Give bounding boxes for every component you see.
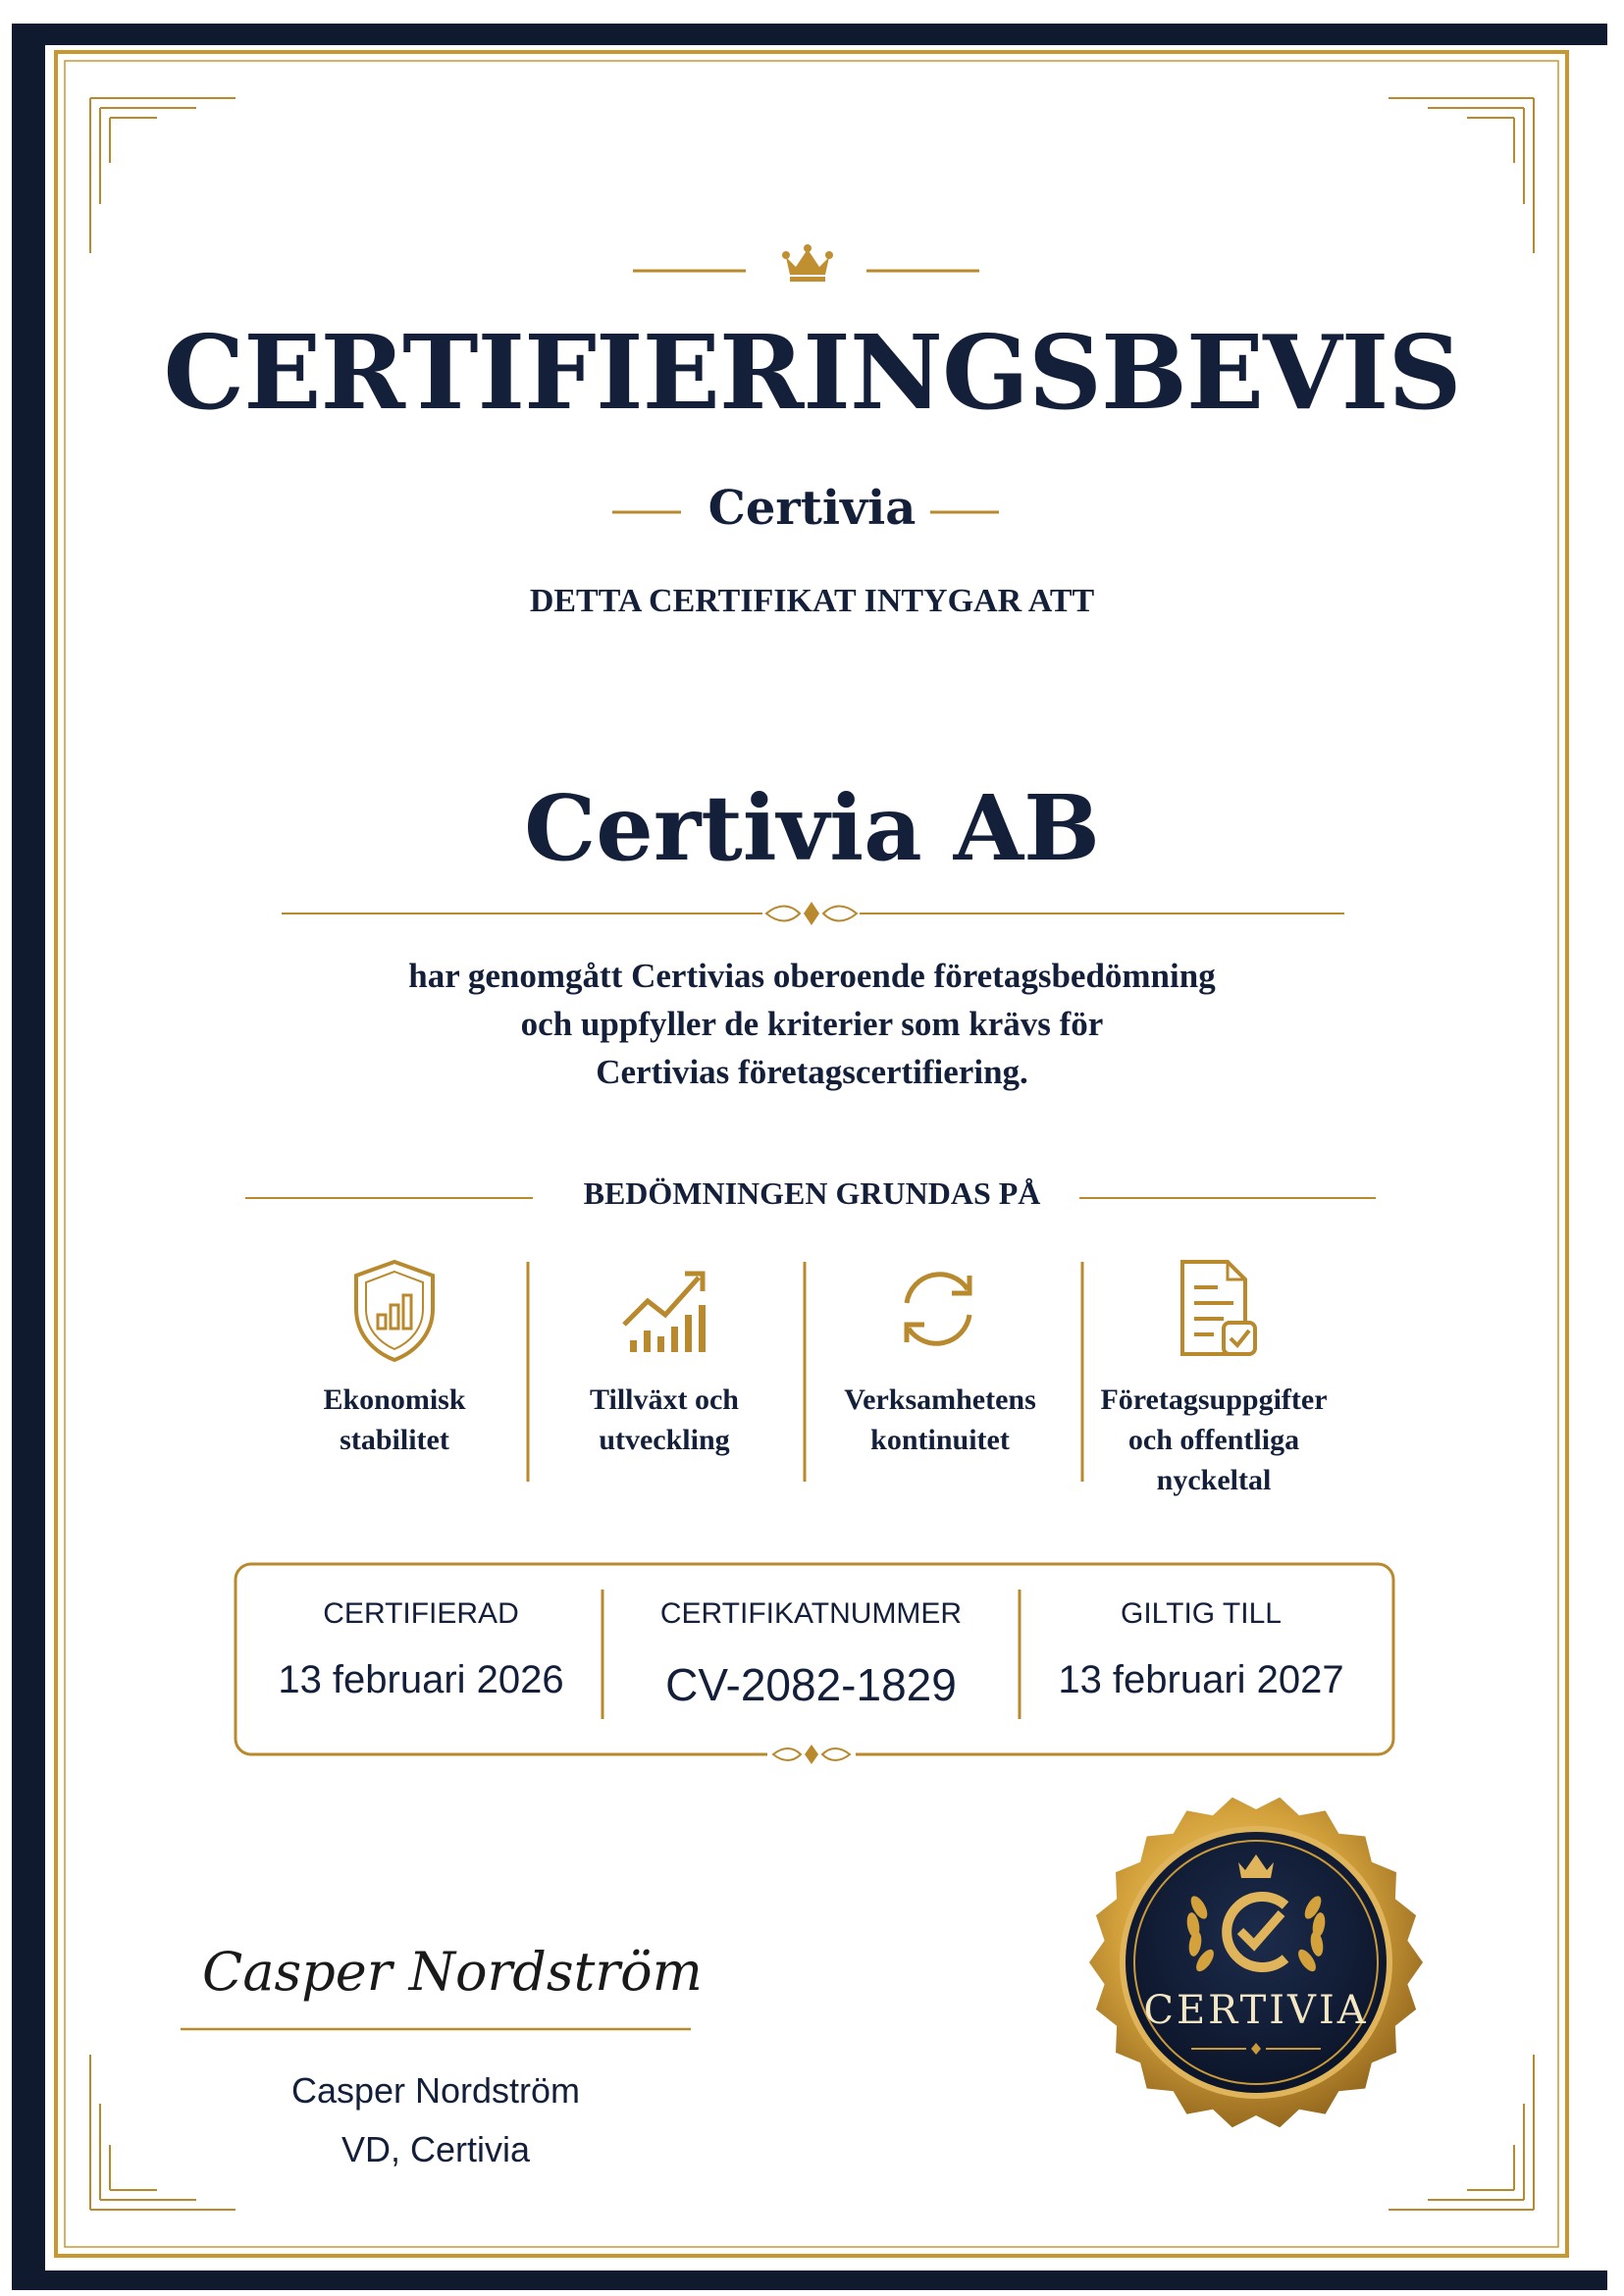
refresh-cycle-icon — [891, 1262, 985, 1356]
shield-chart-icon — [350, 1258, 439, 1364]
certificate-number: CV-2082-1829 — [665, 1659, 957, 1710]
criterion-label-line: kontinuitet — [870, 1424, 1010, 1456]
signatory-name: Casper Nordström — [290, 2070, 581, 2111]
statement — [0, 952, 1624, 1096]
intro-text: DETTA CERTIFIKAT INTYGAR ATT — [529, 583, 1095, 619]
seal-text: CERTIVIA — [1143, 1988, 1369, 2033]
statement-line: har genomgått Certivias oberoende företagsbedömning — [408, 957, 1216, 995]
certified-label: CERTIFIERAD — [323, 1597, 519, 1630]
criterion-label-line: Företagsuppgifter — [1100, 1383, 1328, 1416]
criterion-label-line: stabilitet — [340, 1424, 449, 1456]
criterion-label — [290, 1380, 498, 1460]
ornament-divider-icon — [762, 898, 861, 929]
certificate-number-label: CERTIFIKATNUMMER — [659, 1597, 963, 1630]
basis-heading: BEDÖMNINGEN GRUNDAS PÅ — [583, 1175, 1041, 1211]
criterion-label-line: Tillväxt och — [590, 1383, 739, 1416]
criterion-label — [553, 1380, 775, 1460]
growth-chart-icon — [616, 1258, 714, 1356]
handwritten-signature — [192, 1919, 703, 2027]
signatory-role: VD, Certivia — [341, 2129, 531, 2169]
issuer-name: Certivia — [707, 481, 917, 536]
statement-line: Certivias företagscertifiering. — [596, 1053, 1028, 1091]
certificate-title: CERTIFIERINGSBEVIS — [163, 312, 1461, 433]
criterion-label-line: nyckeltal — [1156, 1464, 1272, 1496]
statement-line: och uppfyller de kriterier som krävs för — [520, 1005, 1104, 1043]
valid-until-label: GILTIG TILL — [1121, 1597, 1282, 1630]
criterion-label-line: och offentliga — [1127, 1424, 1300, 1456]
ornament-divider-icon — [767, 1739, 856, 1770]
document-check-icon — [1175, 1258, 1263, 1364]
crown-icon — [782, 243, 833, 283]
certified-date: 13 februari 2026 — [278, 1658, 564, 1701]
valid-until-date: 13 februari 2027 — [1058, 1658, 1344, 1701]
criterion-label-line: utveckling — [599, 1424, 730, 1456]
recipient-name: Certivia AB — [524, 775, 1100, 881]
certivia-seal — [1085, 1792, 1427, 2133]
signature-script: Casper Nordström — [202, 1941, 703, 2003]
criterion-label — [1085, 1380, 1342, 1500]
criterion-label-line: Ekonomisk — [323, 1383, 466, 1416]
criterion-label — [822, 1380, 1058, 1460]
criterion-label-line: Verksamhetens — [844, 1383, 1036, 1416]
